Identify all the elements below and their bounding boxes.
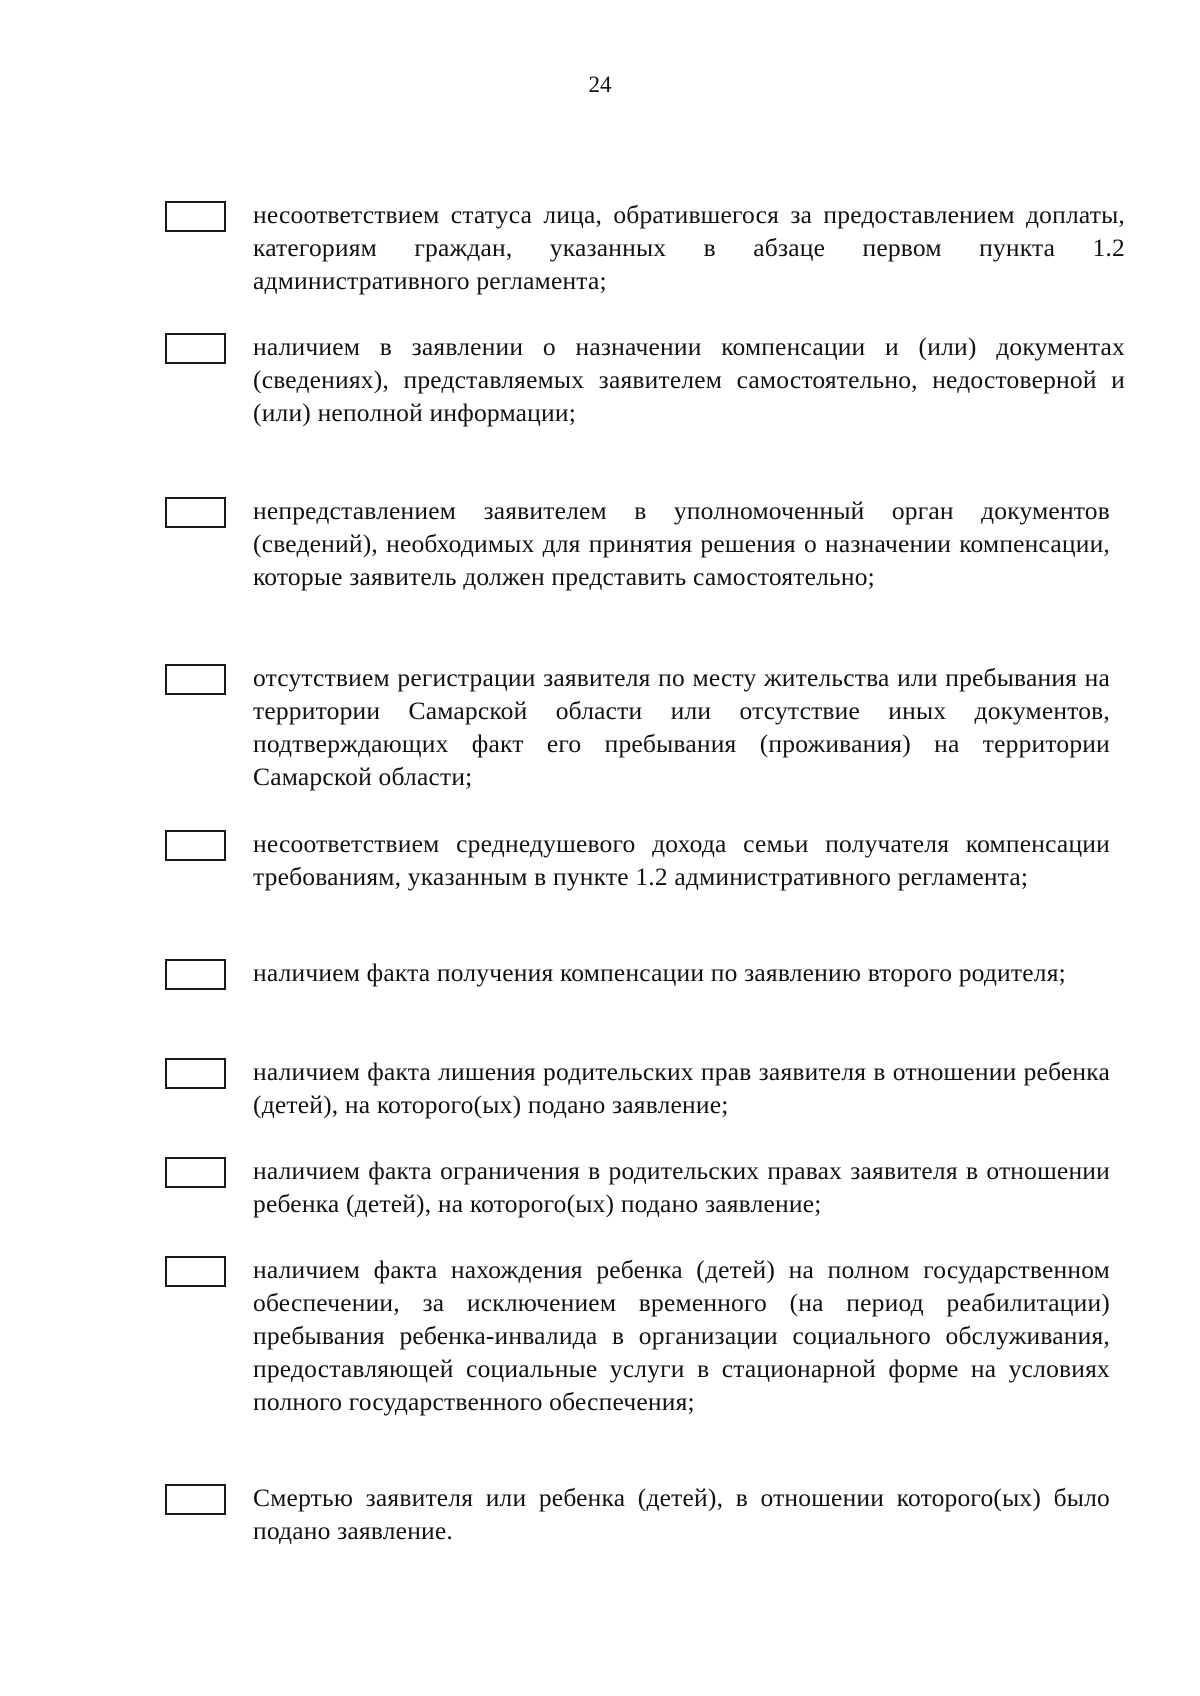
checklist-item [165,1055,1125,1121]
checkbox[interactable] [165,664,226,695]
item-text: непредставлением заявителем в уполномоченный орган документов (сведений), необходимых для принятия решения о назначении компенсации, которые заявитель должен представить самостоятельно; [253,496,1110,591]
checkbox[interactable] [165,1256,226,1287]
item-text: несоответствием статуса лица, обратившегося за предоставлением доплаты, категориям граждан, указанных в абзаце первом пункта 1.2 административного регламента; [253,200,1125,295]
checkbox[interactable] [165,1157,226,1188]
item-text: наличием факта ограничения в родительских правах заявителя в отношении ребенка (детей), на которого(ых) подано заявление; [253,1156,1110,1218]
page-number: 24 [588,72,612,97]
checklist-item [165,956,1125,989]
item-text: отсутствием регистрации заявителя по месту жительства или пребывания на территории Самарской области или отсутствие иных документов, подтверждающих факт его пребывания (проживания) на территории Самарской области; [253,663,1110,791]
checklist-item [165,1154,1125,1220]
checklist-item [165,494,1125,593]
checkbox[interactable] [165,959,226,990]
checkbox[interactable] [165,201,226,232]
item-text: наличием в заявлении о назначении компенсации и (или) документах (сведениях), представляемых заявителем самостоятельно, недостоверной и (или) неполной информации; [253,332,1125,427]
checklist-item [165,198,1125,297]
item-text: Смертью заявителя или ребенка (детей), в отношении которого(ых) было подано заявление. [253,1483,1110,1545]
checkbox[interactable] [165,1484,226,1515]
item-text: наличием факта лишения родительских прав заявителя в отношении ребенка (детей), на которого(ых) подано заявление; [253,1057,1110,1119]
item-text: наличием факта получения компенсации по заявлению второго родителя; [253,958,1066,987]
checkbox[interactable] [165,333,226,364]
checklist-item [165,330,1125,429]
checklist-item [165,1253,1125,1418]
checkbox[interactable] [165,1058,226,1089]
checkbox[interactable] [165,497,226,528]
checklist-item [165,661,1125,793]
item-text: несоответствием среднедушевого дохода семьи получателя компенсации требованиям, указанным в пункте 1.2 административного регламента; [253,829,1110,891]
item-text: наличием факта нахождения ребенка (детей) на полном государственном обеспечении, за исключением временного (на период реабилитации) пребывания ребенка-инвалида в организации социального обслуживания, предоставляющей социальные услуги в стационарной форме на условиях полного государственного обеспечения; [253,1255,1110,1416]
checkbox[interactable] [165,830,226,861]
checklist-item [165,1481,1125,1547]
checklist-item [165,827,1125,893]
